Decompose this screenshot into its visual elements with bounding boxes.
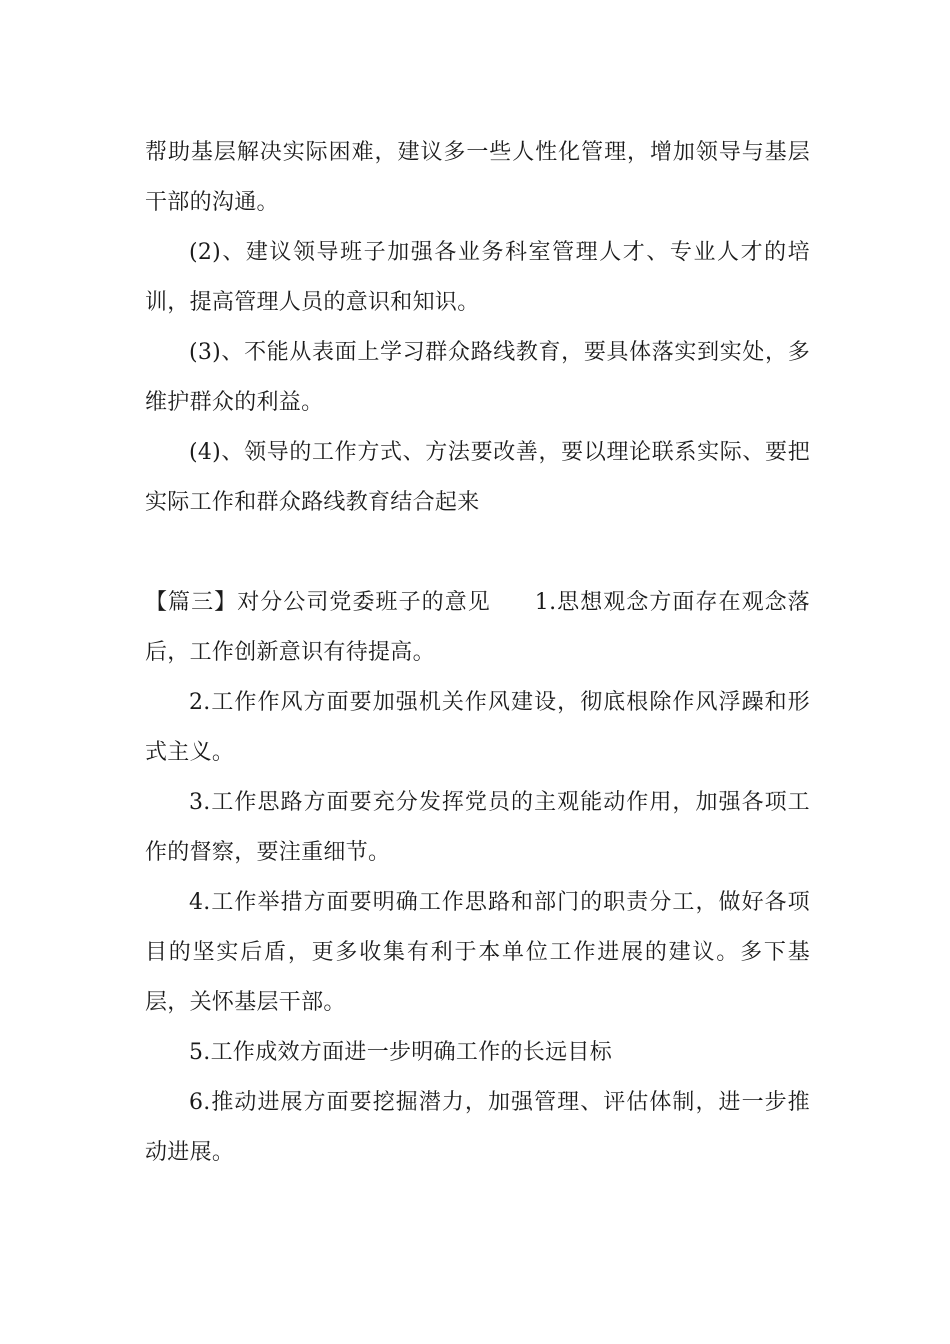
suggestion-paragraph-3: (3)、不能从表面上学习群众路线教育，要具体落实到实处，多维护群众的利益。 [145,340,810,415]
section-three-heading-line [145,578,810,678]
intro-continuation-paragraph: 帮助基层解决实际困难，建议多一些人性化管理，增加领导与基层干部的沟通。 [145,140,810,215]
section-three-item-4: 4.工作举措方面要明确工作思路和部门的职责分工，做好各项目的坚实后盾，更多收集有利于本单位工作进展的建议。多下基层，关怀基层干部。 [145,890,810,1015]
section-three-item-1: 1.思想观念方面存在观念落后，工作创新意识有待提高。 [145,590,810,665]
section-three-item-5: 5.工作成效方面进一步明确工作的长远目标 [189,1040,612,1065]
section-three-item-3: 3.工作思路方面要充分发挥党员的主观能动作用，加强各项工作的督察，要注重细节。 [145,790,810,865]
suggestion-paragraph-4: (4)、领导的工作方式、方法要改善，要以理论联系实际、要把实际工作和群众路线教育结合起来 [145,440,810,515]
suggestion-paragraph-2: (2)、建议领导班子加强各业务科室管理人才、专业人才的培训，提高管理人员的意识和知识。 [145,240,810,315]
document-content [145,128,810,1178]
section-three-item-6: 6.推动进展方面要挖掘潜力，加强管理、评估体制，进一步推动进展。 [145,1090,810,1165]
section-three-title: 【篇三】对分公司党委班子的意见 [145,590,491,615]
section-three-item-2: 2.工作作风方面要加强机关作风建设，彻底根除作风浮躁和形式主义。 [145,690,810,765]
section-gap [145,528,810,578]
